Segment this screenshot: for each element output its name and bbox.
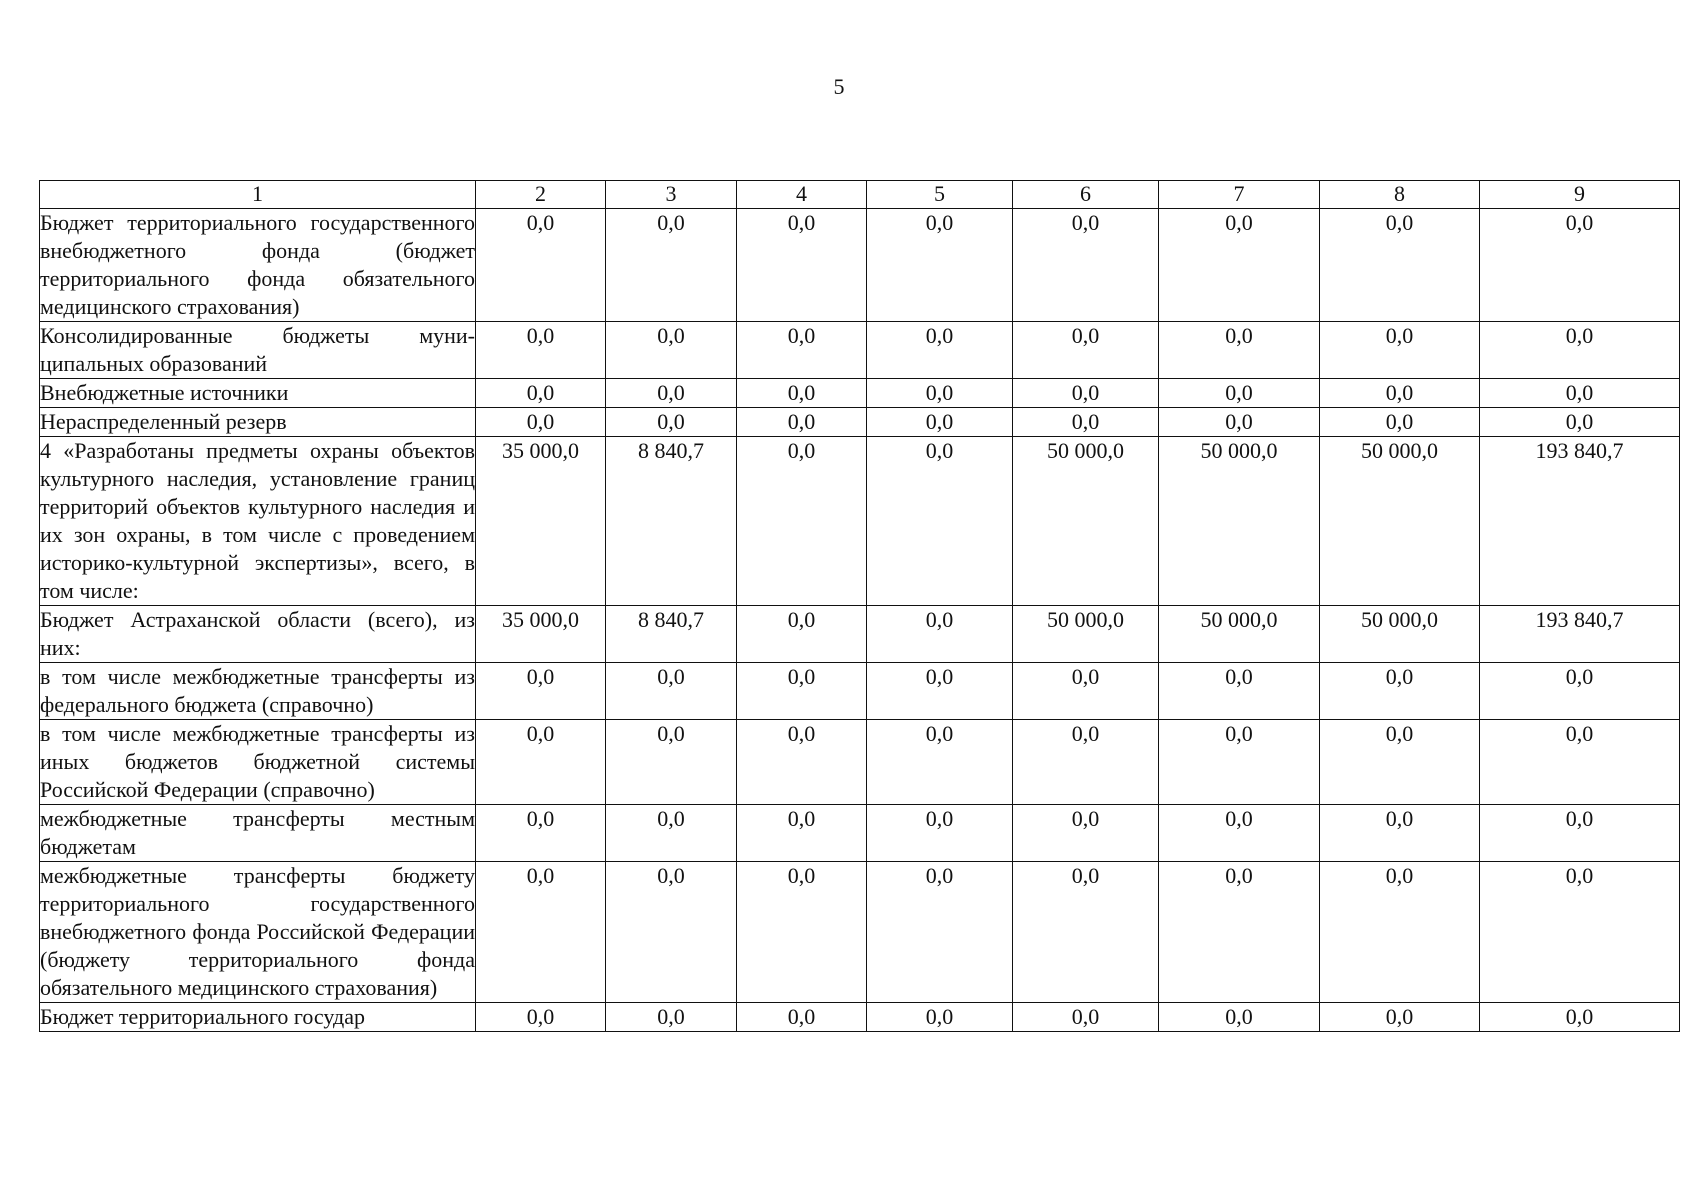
table-cell: 0,0 (1013, 805, 1159, 862)
page-number: 5 (833, 74, 845, 99)
table-cell: 0,0 (737, 1003, 867, 1032)
table-cell: 0,0 (606, 805, 737, 862)
table-cell: 0,0 (867, 720, 1013, 805)
table-cell: 0,0 (737, 663, 867, 720)
column-header: 4 (737, 181, 867, 209)
table-cell: 50 000,0 (1320, 606, 1480, 663)
table-cell: 0,0 (1013, 1003, 1159, 1032)
table-cell: 0,0 (1159, 720, 1320, 805)
table-cell: 0,0 (1480, 663, 1680, 720)
table-cell: 0,0 (1320, 379, 1480, 408)
table-cell: 0,0 (1159, 322, 1320, 379)
table-cell: 0,0 (1320, 663, 1480, 720)
table-cell: 0,0 (476, 862, 606, 1003)
table-cell: 0,0 (476, 1003, 606, 1032)
column-header: 6 (1013, 181, 1159, 209)
column-header: 7 (1159, 181, 1320, 209)
table-cell: 0,0 (1480, 322, 1680, 379)
table-cell: 50 000,0 (1013, 606, 1159, 663)
row-label: в том числе межбюджетные трансферты из федерального бюджета (справочно) (40, 663, 476, 720)
table-cell: 0,0 (1013, 862, 1159, 1003)
table-cell: 50 000,0 (1320, 437, 1480, 606)
table-cell: 0,0 (1320, 1003, 1480, 1032)
row-label: в том числе межбюджетные трансферты из иных бюджетов бюджетной системы Российской Федерации (справочно) (40, 720, 476, 805)
table-cell: 0,0 (1320, 408, 1480, 437)
table-cell: 50 000,0 (1159, 437, 1320, 606)
table-cell: 0,0 (1320, 322, 1480, 379)
table-cell: 0,0 (476, 663, 606, 720)
table-cell: 193 840,7 (1480, 606, 1680, 663)
table-cell: 0,0 (1159, 379, 1320, 408)
table-row (40, 862, 1680, 1003)
table-row (40, 437, 1680, 606)
table-cell: 35 000,0 (476, 437, 606, 606)
table-row (40, 720, 1680, 805)
table-cell: 0,0 (737, 408, 867, 437)
row-label: Бюджет Астраханской области (всего), из них: (40, 606, 476, 663)
table-cell: 0,0 (1480, 379, 1680, 408)
table-cell: 0,0 (1480, 1003, 1680, 1032)
table-cell: 0,0 (737, 209, 867, 322)
budget-table (39, 180, 1680, 1032)
row-label: Консолидированные бюджеты муниципальных образований (40, 322, 476, 379)
table-cell: 0,0 (606, 408, 737, 437)
table-cell: 0,0 (1013, 209, 1159, 322)
table-cell: 0,0 (606, 720, 737, 805)
table-cell: 0,0 (1480, 805, 1680, 862)
table-cell: 0,0 (867, 209, 1013, 322)
table-cell: 0,0 (737, 720, 867, 805)
column-header: 5 (867, 181, 1013, 209)
table-cell: 50 000,0 (1013, 437, 1159, 606)
header-row (40, 181, 1680, 209)
table-row (40, 322, 1680, 379)
table-cell: 0,0 (737, 805, 867, 862)
table-cell: 0,0 (867, 862, 1013, 1003)
table-cell: 0,0 (476, 720, 606, 805)
table-cell: 0,0 (476, 322, 606, 379)
table-cell: 0,0 (737, 322, 867, 379)
table-cell: 0,0 (1159, 209, 1320, 322)
table-row (40, 1003, 1680, 1032)
table-cell: 0,0 (1159, 1003, 1320, 1032)
table-cell: 0,0 (606, 1003, 737, 1032)
column-header: 2 (476, 181, 606, 209)
table-cell: 0,0 (606, 322, 737, 379)
table-cell: 0,0 (737, 379, 867, 408)
table-cell: 0,0 (737, 606, 867, 663)
table-cell: 8 840,7 (606, 437, 737, 606)
table-cell: 0,0 (1480, 720, 1680, 805)
table-cell: 0,0 (867, 322, 1013, 379)
table-cell: 0,0 (606, 862, 737, 1003)
table-cell: 0,0 (1320, 805, 1480, 862)
table-cell: 0,0 (867, 606, 1013, 663)
table-cell: 0,0 (737, 862, 867, 1003)
column-header: 8 (1320, 181, 1480, 209)
table-row (40, 805, 1680, 862)
table-cell: 0,0 (1013, 720, 1159, 805)
table-cell: 0,0 (867, 1003, 1013, 1032)
row-label: Нераспределенный резерв (40, 408, 476, 437)
table-cell: 0,0 (476, 408, 606, 437)
table-cell: 0,0 (476, 379, 606, 408)
table-cell: 0,0 (476, 209, 606, 322)
table-cell: 0,0 (867, 805, 1013, 862)
column-header: 1 (40, 181, 476, 209)
table-cell: 0,0 (1480, 209, 1680, 322)
table-cell: 0,0 (1013, 322, 1159, 379)
table-row (40, 209, 1680, 322)
table-cell: 8 840,7 (606, 606, 737, 663)
table-cell: 0,0 (867, 663, 1013, 720)
table-cell: 0,0 (606, 209, 737, 322)
table-cell: 0,0 (606, 663, 737, 720)
table-cell: 50 000,0 (1159, 606, 1320, 663)
table-cell: 193 840,7 (1480, 437, 1680, 606)
table-row (40, 408, 1680, 437)
table-cell: 0,0 (1159, 408, 1320, 437)
column-header: 3 (606, 181, 737, 209)
column-header: 9 (1480, 181, 1680, 209)
table-row (40, 606, 1680, 663)
row-label: Бюджет территориального государ (40, 1003, 476, 1032)
row-label: межбюджетные трансферты местным бюджетам (40, 805, 476, 862)
table-cell: 0,0 (1480, 862, 1680, 1003)
table-cell: 0,0 (606, 379, 737, 408)
row-label: Бюджет территориального государственного внебюджетного фонда (бюджет территориального фонда обязательного медицинского страхования) (40, 209, 476, 322)
table-cell: 0,0 (1159, 862, 1320, 1003)
table-cell: 0,0 (476, 805, 606, 862)
table-cell: 0,0 (1480, 408, 1680, 437)
table-cell: 35 000,0 (476, 606, 606, 663)
table-cell: 0,0 (867, 437, 1013, 606)
table-cell: 0,0 (737, 437, 867, 606)
table-cell: 0,0 (1013, 379, 1159, 408)
table-cell: 0,0 (1320, 862, 1480, 1003)
row-label: 4 «Разработаны предметы охраны объектов культурного наследия, установление границ территорий объектов культурного наследия и их зон охраны, в том числе с проведением историко-культурной экспертизы», всего, в том числе: (40, 437, 476, 606)
table-cell: 0,0 (1159, 663, 1320, 720)
table-cell: 0,0 (867, 379, 1013, 408)
row-label: межбюджетные трансферты бюджету территориального государственного внебюджетного фонда Российской Федерации (бюджету территориального фонда обязательного медицинского страхования) (40, 862, 476, 1003)
table-cell: 0,0 (1320, 209, 1480, 322)
table-row (40, 379, 1680, 408)
table-cell: 0,0 (1320, 720, 1480, 805)
table-cell: 0,0 (1013, 663, 1159, 720)
table-cell: 0,0 (1159, 805, 1320, 862)
row-label: Внебюджетные источники (40, 379, 476, 408)
table-cell: 0,0 (1013, 408, 1159, 437)
table-row (40, 663, 1680, 720)
table-cell: 0,0 (867, 408, 1013, 437)
